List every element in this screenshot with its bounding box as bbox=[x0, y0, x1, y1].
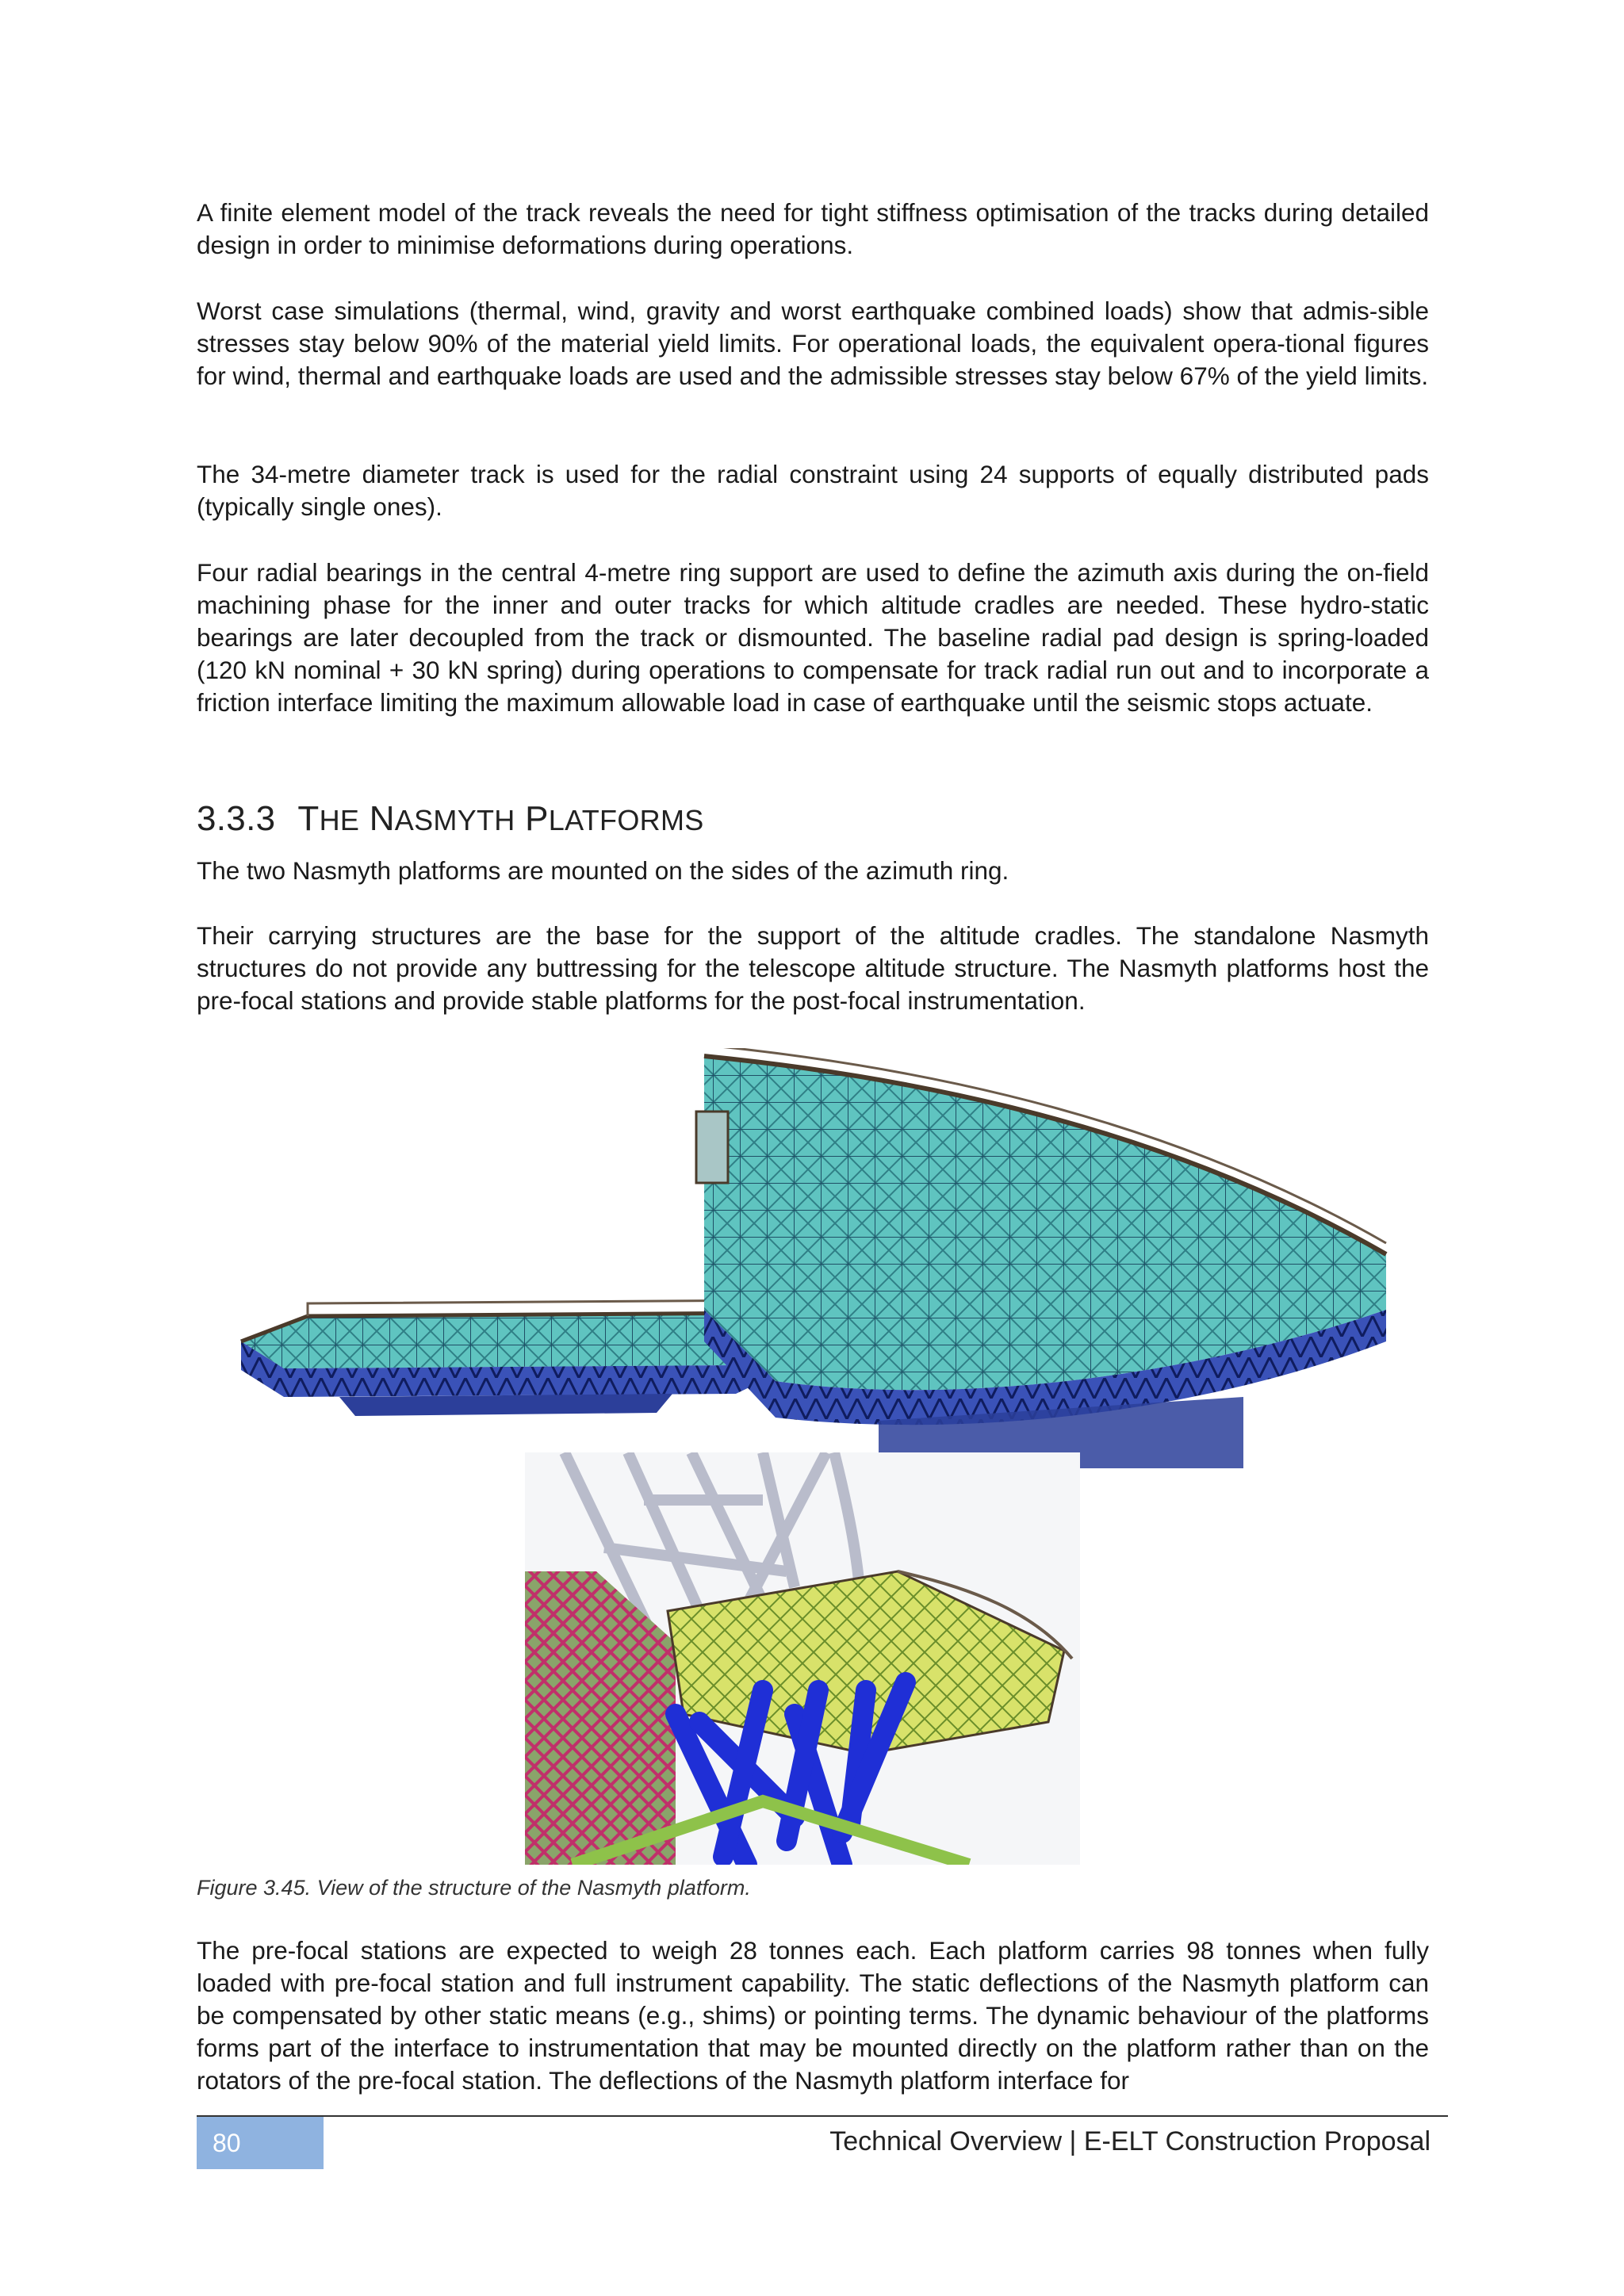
figure-caption: Figure 3.45. View of the structure of the Nasmyth platform. bbox=[197, 1876, 751, 1900]
section-number: 3.3.3 bbox=[197, 799, 276, 838]
section-heading bbox=[197, 799, 704, 839]
nasmyth-platforms-figure bbox=[228, 1048, 1450, 1468]
paragraph-fe-model: A finite element model of the track reveals the need for tight stiffness optimisation of the tracks during detailed design in order to minimise deformations during operations. bbox=[197, 198, 1429, 259]
paragraph-pre-focal-stations: The pre-focal stations are expected to weigh 28 tonnes each. Each platform carries 98 tonnes when fully loaded with pre-focal station and full instrument capability. The static deflections of the Nasmyth platform can be compensated by other static means (e.g., shims) or pointing terms. The dynamic behaviour of the platforms forms part of the interface to instrumentation that may be mounted directly on the platform rather than on the rotators of the pre-focal station. The deflections of the Nasmyth platform interface for bbox=[197, 1936, 1429, 2095]
paragraph-radial-bearings: Four radial bearings in the central 4-metre ring support are used to define the azimuth axis during the on-field machining phase for the inner and outer tracks for which altitude cradles are needed. These hydro-static bearings are later decoupled from the track or dismounted. The baseline radial pad design is spring-loaded (120 kN nominal + 30 kN spring) during operations to compensate for track radial run out and to incorporate a friction interface limiting the maximum allowable load in case of earthquake until the seismic stops actuate. bbox=[197, 558, 1429, 717]
footer-divider bbox=[197, 2115, 1448, 2117]
paragraph-worst-case: Worst case simulations (thermal, wind, gravity and worst earthquake combined loads) show that admis-sible stresses stay below 90% of the material yield limits. For operational loads, the equivalent opera-tional figures for wind, thermal and earthquake loads are used and the admissible stresses stay below 67% of the yield limits. bbox=[197, 297, 1429, 390]
large-platform-image bbox=[696, 1048, 1386, 1468]
paragraph-track-diameter: The 34-metre diameter track is used for the radial constraint using 24 supports of equally distributed pads (typically single ones). bbox=[197, 460, 1429, 521]
section-title-word-2: NASMYTH bbox=[369, 799, 515, 838]
page-number: 80 bbox=[197, 2117, 324, 2169]
section-title-word-1: THE bbox=[297, 799, 360, 838]
paragraph-carrying-structures: Their carrying structures are the base for the support of the altitude cradles. The standalone Nasmyth structures do not provide any buttressing for the telescope altitude structure. The Nasmyth platforms host the pre-focal stations and provide stable platforms for the post-focal instrumentation. bbox=[197, 921, 1429, 1015]
running-title: Technical Overview | E-ELT Construction Proposal bbox=[829, 2126, 1431, 2156]
section-title-word-3: PLATFORMS bbox=[525, 799, 704, 838]
nasmyth-structure-detail-figure bbox=[525, 1452, 1080, 1865]
paragraph-nasmyth-mount: The two Nasmyth platforms are mounted on the sides of the azimuth ring. bbox=[197, 856, 1009, 885]
